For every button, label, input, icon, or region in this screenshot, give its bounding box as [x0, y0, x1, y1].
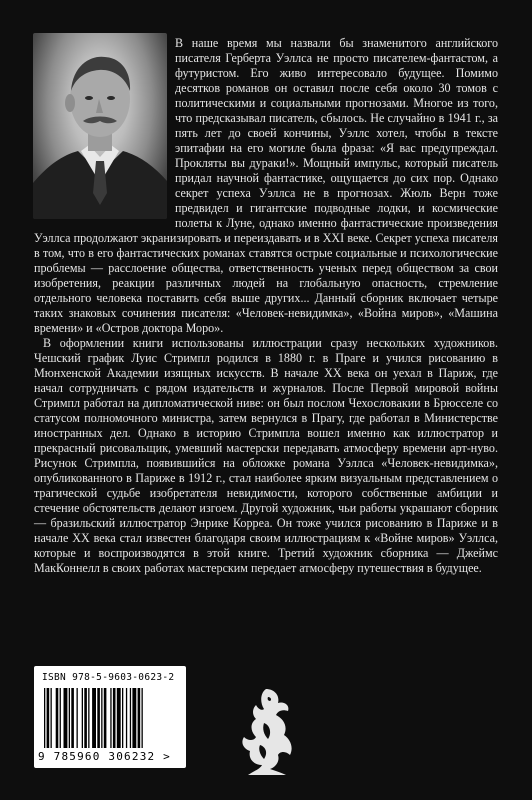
isbn-barcode — [34, 666, 186, 768]
barcode-bar — [97, 688, 100, 748]
barcode-bar — [142, 688, 143, 748]
barcode-bar — [84, 688, 87, 748]
barcode-bar — [47, 688, 50, 748]
barcode-bar — [64, 688, 68, 748]
barcode-bar — [92, 688, 96, 748]
barcode-bar — [44, 688, 45, 748]
barcode-bar — [138, 688, 141, 748]
barcode-bar — [69, 688, 70, 748]
barcode-bar — [126, 688, 127, 748]
barcode-bar — [110, 688, 111, 748]
barcode-bar — [122, 688, 123, 748]
barcode-bar — [132, 688, 136, 748]
barcode-bar — [77, 688, 78, 748]
portrait-spacer — [34, 36, 175, 222]
barcode-bar — [88, 688, 89, 748]
description-paragraph-2: В оформлении книги использованы иллюстрации сразу нескольких художников. Чешский график Луис Стримпл родился в 1880 г. в Праге и учился рисованию в Мюнхенской Академии изящных искусств. В начале XX века он уехал в Париж, где начал сотрудничать с рядом издательств и журналов. После Первой мировой войны Стримпл работал на дипломатической ниве: он был послом Чехословакии в Брюсселе со статусом полномочного министра, затем вернулся в Прагу, где работал в Министерстве иностранных дел. Однако в историю Стримпла вошел именно как иллюстратор и прекрасный рисовальщик, умевший мастерски передавать атмосферу времени арт-нуво. Рисунок Стримпла, появившийся на обложке романа Уэллса «Человек-невидимка», опубликованного в Париже в 1912 г., стал наиболее ярким визуальным представлением о трагической судьбе изобретателя невидимости, которого собственные амбиции и стечение обстоятельств делают изгоем. Другой художник, чьи работы украшают сборник — бразильский иллюстратор Энрике Корреа. Он тоже учился рисованию в Париже и в начале XX века стал известен благодаря своим иллюстрациям к «Войне миров» Уэллса, которые и воспроизводятся в этой книге. Третий художник сборника — Джеймс МакКоннелл в своих работах мастерским передает атмосферу путешествия в будущее. — [34, 336, 498, 575]
barcode-bar — [71, 688, 74, 748]
barcode-bar — [51, 688, 52, 748]
dragon-publisher-logo — [234, 683, 300, 777]
barcode-bar — [60, 688, 61, 748]
isbn-label: ISBN 978-5-9603-0623-2 — [42, 672, 175, 683]
description-text — [34, 36, 498, 576]
barcode-bar — [101, 688, 102, 748]
barcode-bar — [82, 688, 83, 748]
barcode-bars — [44, 688, 176, 748]
barcode-bar — [104, 688, 107, 748]
barcode-bar — [56, 688, 59, 748]
barcode-digits: 9 785960 306232 > — [38, 750, 171, 763]
barcode-bar — [130, 688, 131, 748]
barcode-bar — [113, 688, 116, 748]
barcode-bar — [117, 688, 121, 748]
description-paragraph-1: В наше время мы назвали бы знаменитого английского писателя Герберта Уэллса не просто писателем-фантастом, а футуристом. Его живо интересовало будущее. Помимо десятков романов он оставил после себя около 30 томов с политическими и социальными прогнозами. Многое из того, что предсказывал писатель, сбылось. Не случайно в 1941 г., за пять лет до своей кончины, Уэллс хотел, чтобы в тексте эпитафии на его могиле была фраза: «Я вас предупреждал. Прокляты вы дураки!». Мощный импульс, который писатель придал научной фантастике, ощущается до сих пор. Однако секрет успеха Уэллса не в прогнозах. Жюль Верн тоже предвидел и гигантские подводные лодки, и космические полеты к Луне, однако именно фантастические произведения Уэллса продолжают экранизировать и переиздавать и в XXI веке. Секрет успеха писателя в том, что в его фантастических романах ставятся острые социальные и психологические проблемы — расслоение общества, ответственность ученых перед обществом за свои изобретения, реакции различных людей на глобальную опасность, стремление отдельного человека поставить себя выше других... Данный сборник включает четыре таких знаковых сочинения писателя: «Человек-невидимка», «Война миров», «Машина времени» и «Остров доктора Моро». — [34, 36, 498, 335]
